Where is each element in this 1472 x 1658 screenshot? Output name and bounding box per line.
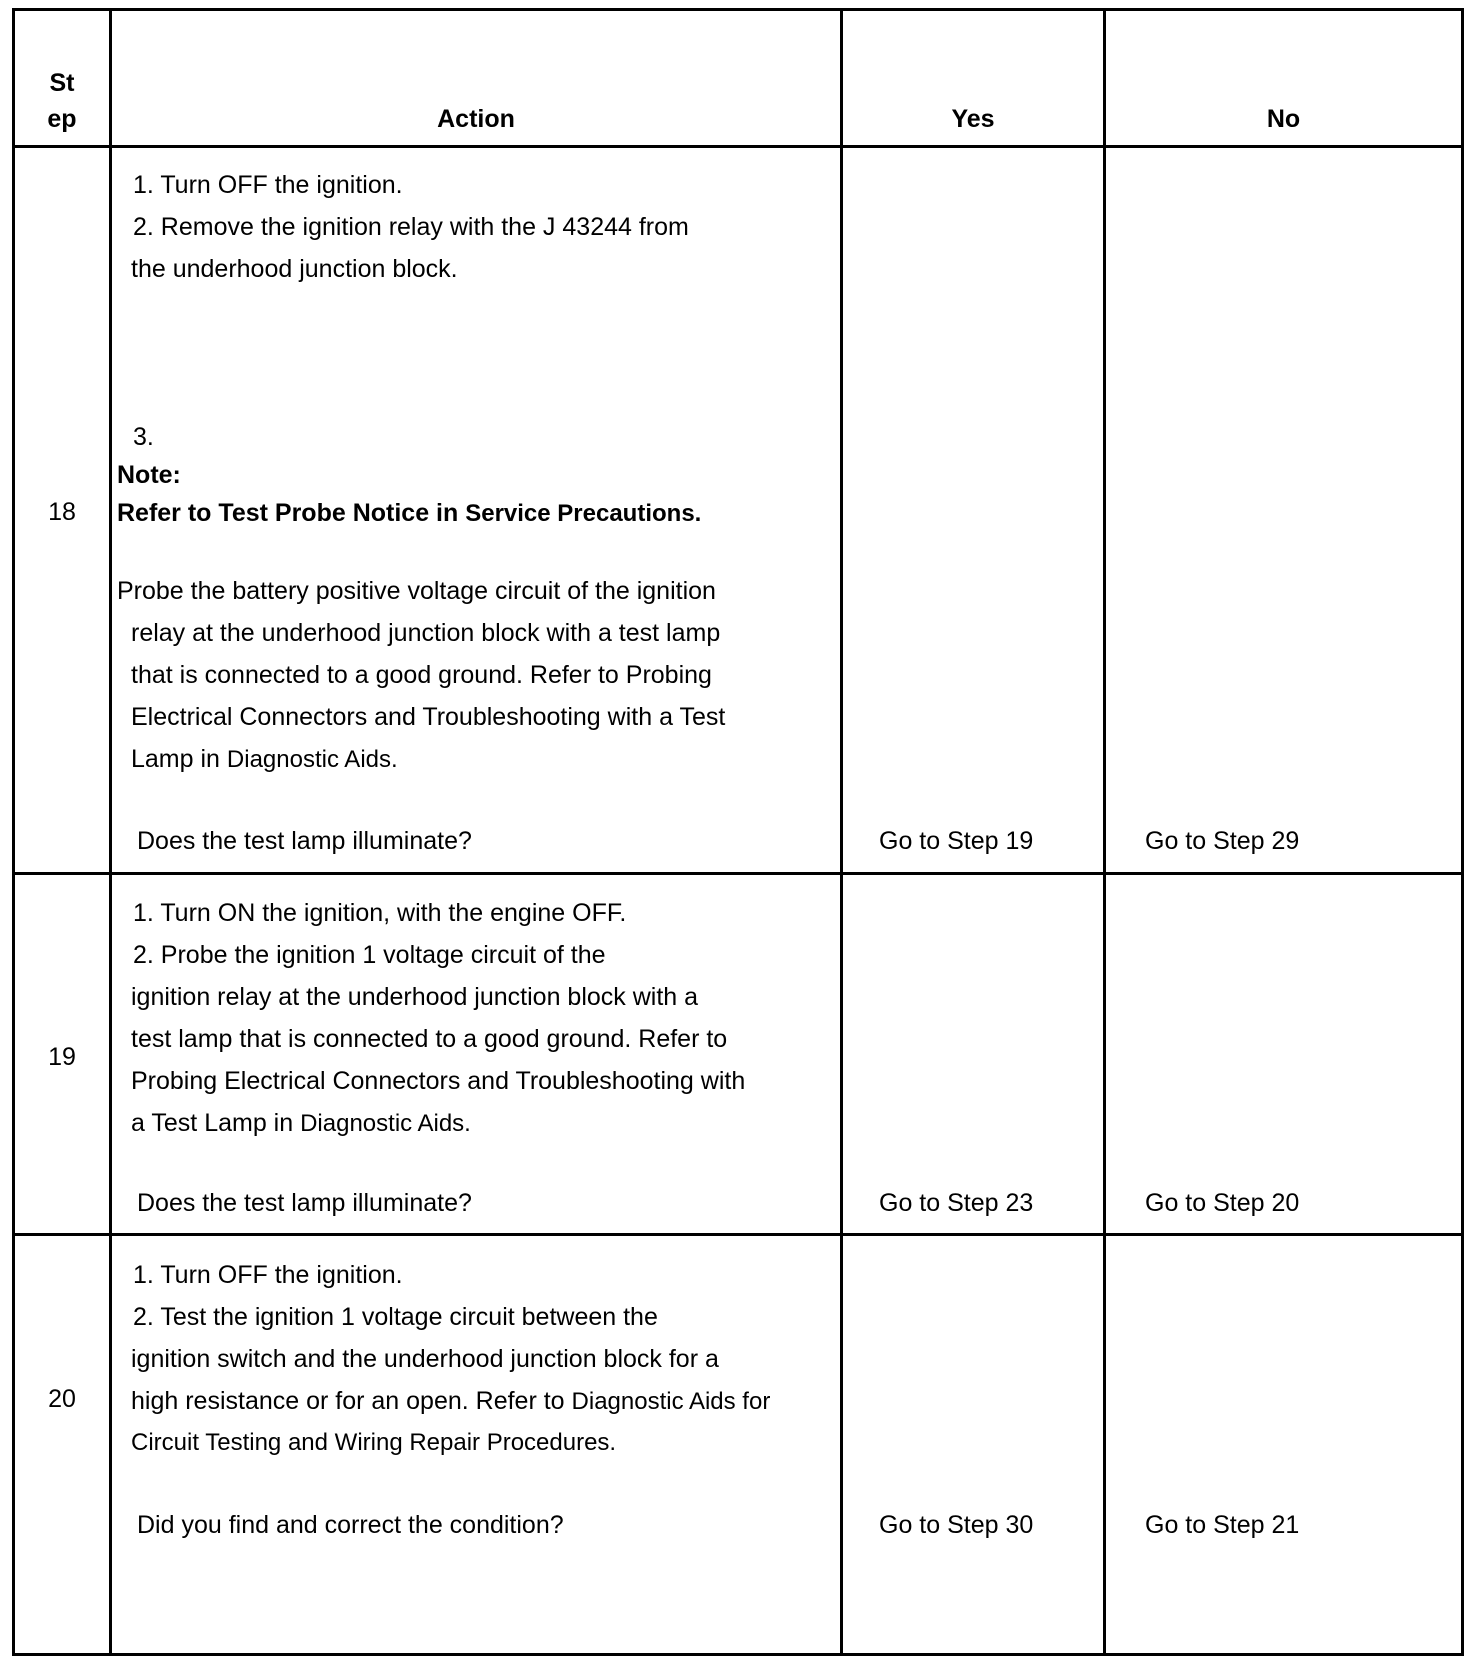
action-line: 1. Turn ON the ignition, with the engine OFF. [133, 899, 627, 927]
service-precautions-link[interactable]: Service Precautions. [465, 500, 702, 527]
step-number: 20 [48, 1385, 76, 1413]
action-line: Probe the battery positive voltage circuit of the ignition [117, 577, 716, 605]
row-divider [15, 145, 1461, 148]
action-line: test lamp that is connected to a good ground. Refer to [131, 1025, 728, 1053]
column-divider [1103, 11, 1106, 1653]
action-line: Electrical Connectors and Troubleshooting with a Test [131, 703, 726, 731]
circuit-testing-link[interactable]: Circuit Testing and Wiring Repair Procedures. [131, 1429, 617, 1456]
action-line: high resistance or for an open. Refer to Diagnostic Aids for [131, 1387, 771, 1415]
no-result: Go to Step 21 [1145, 1511, 1300, 1539]
no-result: Go to Step 29 [1145, 827, 1300, 855]
yes-result: Go to Step 23 [879, 1189, 1034, 1217]
no-result: Go to Step 20 [1145, 1189, 1300, 1217]
action-line: 3. [133, 423, 154, 451]
header-no: No [1266, 105, 1301, 133]
yes-result: Go to Step 19 [879, 827, 1034, 855]
column-divider [840, 11, 843, 1653]
step-number: 18 [48, 498, 76, 526]
action-line: ignition switch and the underhood junction block for a [131, 1345, 719, 1373]
question: Does the test lamp illuminate? [137, 827, 472, 855]
header-action: Action [437, 105, 515, 133]
header-yes: Yes [951, 105, 995, 133]
header-step-line1: St [49, 69, 75, 97]
action-line: that is connected to a good ground. Refer to Probing [131, 661, 712, 689]
question: Does the test lamp illuminate? [137, 1189, 472, 1217]
diagnostic-aids-link[interactable]: Diagnostic Aids. [226, 746, 398, 773]
diagnostic-aids-link[interactable]: Diagnostic Aids for [571, 1388, 771, 1415]
row-divider [15, 1233, 1461, 1236]
header-step-line2: ep [47, 105, 77, 133]
action-line: 2. Remove the ignition relay with the J 43244 from [133, 213, 689, 241]
action-line: the underhood junction block. [131, 255, 458, 283]
row-divider [15, 872, 1461, 875]
diagnostic-table [12, 8, 1464, 1656]
action-line: 1. Turn OFF the ignition. [133, 171, 403, 199]
question: Did you find and correct the condition? [137, 1511, 564, 1539]
step-number: 19 [48, 1043, 76, 1071]
yes-result: Go to Step 30 [879, 1511, 1034, 1539]
note-text: Refer to Test Probe Notice in Service Precautions. [117, 499, 702, 527]
action-line: relay at the underhood junction block with a test lamp [131, 619, 721, 647]
action-line: 2. Test the ignition 1 voltage circuit between the [133, 1303, 658, 1331]
action-line: 1. Turn OFF the ignition. [133, 1261, 403, 1289]
action-line: Lamp in Diagnostic Aids. [131, 745, 398, 773]
note-label: Note: [117, 461, 181, 489]
action-line: a Test Lamp in Diagnostic Aids. [131, 1109, 471, 1137]
action-line: ignition relay at the underhood junction block with a [131, 983, 699, 1011]
diagnostic-aids-link[interactable]: Diagnostic Aids. [300, 1110, 471, 1137]
action-line: Probing Electrical Connectors and Troubleshooting with [131, 1067, 746, 1095]
action-line: 2. Probe the ignition 1 voltage circuit of the [133, 941, 606, 969]
column-divider [109, 11, 112, 1653]
